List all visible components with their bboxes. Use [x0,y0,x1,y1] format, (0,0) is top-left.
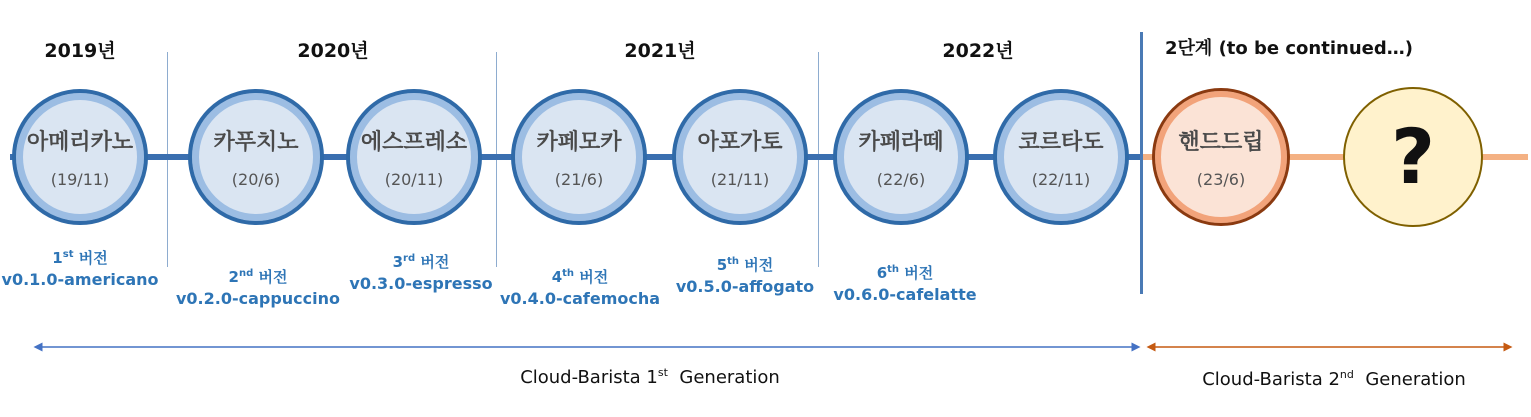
year-label-2020: 2020년 [297,40,369,62]
gen1-label [520,366,780,388]
version-ordinal-suffix: th [887,264,900,275]
question-mark-icon: ? [1390,112,1436,201]
version-tag: v0.2.0-cappuccino [175,289,341,308]
version-tag: v0.4.0-cafemocha [499,289,661,308]
version-ordinal: 2 [228,268,239,286]
version-ordinal: 3 [392,253,404,271]
release-date: (22/6) [876,170,926,189]
version-word: 버전 [78,249,108,267]
release-name: 카푸치노 [213,130,299,155]
release-name: 에스프레소 [360,130,468,155]
year-label-2022: 2022년 [942,40,1014,62]
release-date: (21/6) [554,170,604,189]
release-name: 카페라떼 [858,130,944,155]
gen-suffix: Generation [679,367,780,388]
release-name: 카페모카 [536,130,622,155]
version-tag: v0.3.0-espresso [349,274,493,293]
version-ordinal: 6 [876,264,888,282]
release-name: 핸드드립 [1178,130,1264,155]
gen-prefix: Cloud-Barista 2 [1202,369,1340,390]
release-date: (23/6) [1196,170,1246,189]
release-name: 코르타도 [1018,130,1104,155]
version-ordinal-suffix: th [562,268,575,279]
version-ordinal: 5 [716,256,728,274]
version-ordinal: 1 [52,249,63,267]
release-name: 아메리카노 [26,130,134,155]
release-date: (22/11) [1031,170,1091,189]
release-date: (20/6) [231,170,281,189]
release-date: (21/11) [710,170,770,189]
gen-prefix: Cloud-Barista 1 [520,367,658,388]
version-word: 버전 [579,268,609,286]
version-ordinal-suffix: nd [238,268,254,279]
version-ordinal-suffix: th [727,256,740,267]
release-date: (20/11) [384,170,444,189]
year-label-2021: 2021년 [624,40,696,62]
version-word: 버전 [420,253,450,271]
version-tag: v0.1.0-americano [1,270,159,289]
phase2-label: 2단계 (to be continued…) [1165,38,1413,59]
version-tag: v0.5.0-affogato [675,277,815,296]
version-word: 버전 [258,268,288,286]
gen-ordinal-suffix: st [657,366,668,379]
version-ordinal-suffix: rd [403,253,416,264]
version-tag: v0.6.0-cafelatte [833,285,977,304]
release-name: 아포가토 [697,130,783,155]
version-ordinal-suffix: st [62,249,74,260]
gen-suffix: Generation [1365,369,1466,390]
year-label-2019: 2019년 [44,40,116,62]
version-word: 버전 [744,256,774,274]
gen-ordinal-suffix: nd [1339,368,1354,381]
version-ordinal: 4 [551,268,563,286]
gen2-label [1202,368,1466,390]
version-word: 버전 [904,264,934,282]
release-date: (19/11) [50,170,110,189]
